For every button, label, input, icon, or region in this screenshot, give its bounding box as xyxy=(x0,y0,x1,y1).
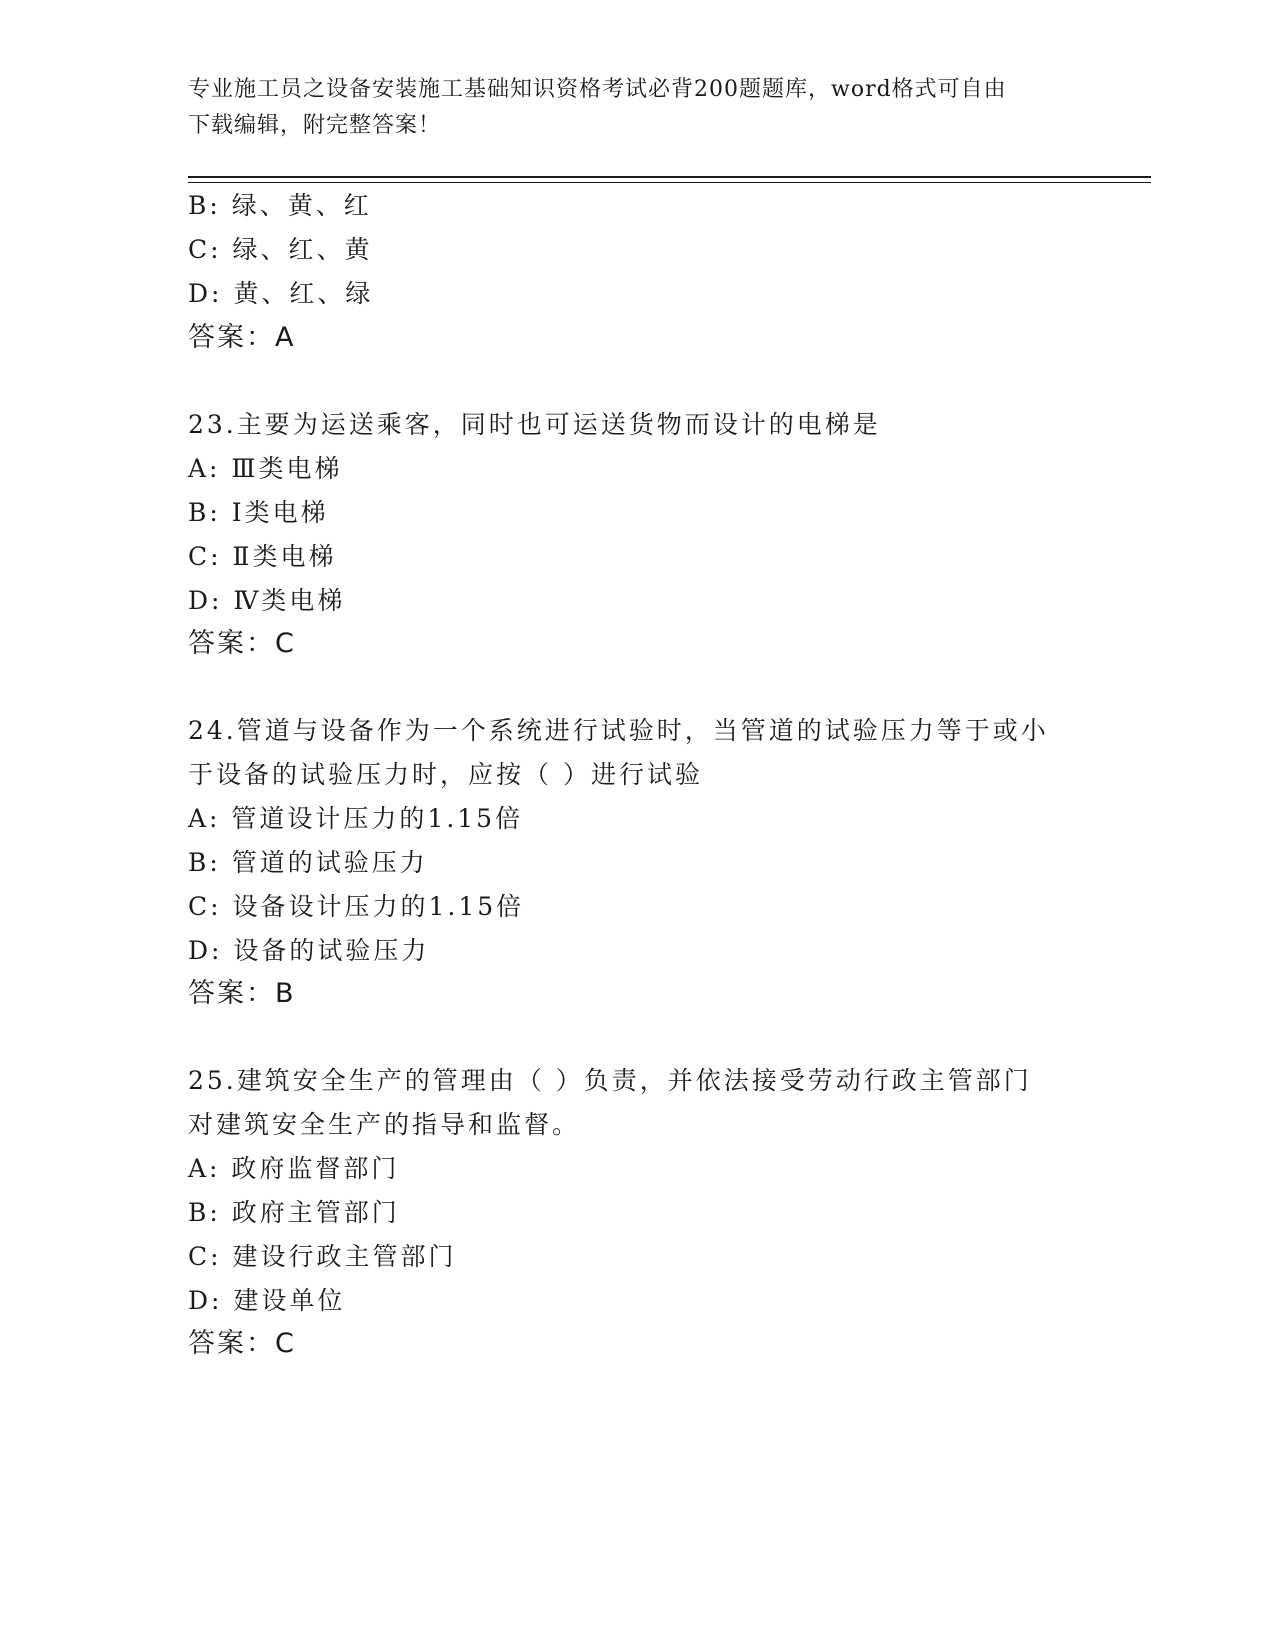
header-line-2: 下载编辑，附完整答案！ xyxy=(188,113,442,138)
q23-option-b: B: Ⅰ类电梯 xyxy=(188,498,329,527)
document-header xyxy=(188,72,1088,144)
q24-option-c: C: 设备设计压力的1.15倍 xyxy=(188,892,525,921)
q25-option-b: B: 政府主管部门 xyxy=(188,1198,400,1227)
q25-option-a: A: 政府监督部门 xyxy=(188,1154,400,1183)
q22-option-c: C: 绿、红、黄 xyxy=(188,235,373,264)
header-rule-thin xyxy=(188,182,1151,183)
q25-answer: 答案：C xyxy=(188,1328,296,1359)
q23-option-d: D: Ⅳ类电梯 xyxy=(188,586,346,615)
q24-question-line-2: 于设备的试验压力时，应按（ ）进行试验 xyxy=(188,760,703,789)
q22-option-b: B: 绿、黄、红 xyxy=(188,191,372,220)
q25-question-line-2: 对建筑安全生产的指导和监督。 xyxy=(188,1110,581,1139)
q23-answer: 答案：C xyxy=(188,628,296,659)
q25-option-c: C: 建设行政主管部门 xyxy=(188,1242,457,1271)
q24-answer: 答案：B xyxy=(188,978,296,1009)
q25-question-line-1: 25.建筑安全生产的管理由（ ）负责，并依法接受劳动行政主管部门 xyxy=(188,1066,1032,1095)
q23-option-a: A: Ⅲ类电梯 xyxy=(188,454,343,483)
q24-question-line-1: 24.管道与设备作为一个系统进行试验时，当管道的试验压力等于或小 xyxy=(188,716,1049,745)
q22-answer: 答案：A xyxy=(188,322,296,353)
header-rule-thick xyxy=(188,176,1151,178)
q24-option-b: B: 管道的试验压力 xyxy=(188,848,428,877)
q23-option-c: C: Ⅱ类电梯 xyxy=(188,542,337,571)
header-line-1: 专业施工员之设备安装施工基础知识资格考试必背200题题库，word格式可自由 xyxy=(188,77,1007,102)
q22-option-d: D: 黄、红、绿 xyxy=(188,279,374,308)
q23-question: 23.主要为运送乘客，同时也可运送货物而设计的电梯是 xyxy=(188,410,881,439)
q25-option-d: D: 建设单位 xyxy=(188,1286,346,1315)
q24-option-a: A: 管道设计压力的1.15倍 xyxy=(188,804,524,833)
q24-option-d: D: 设备的试验压力 xyxy=(188,936,430,965)
